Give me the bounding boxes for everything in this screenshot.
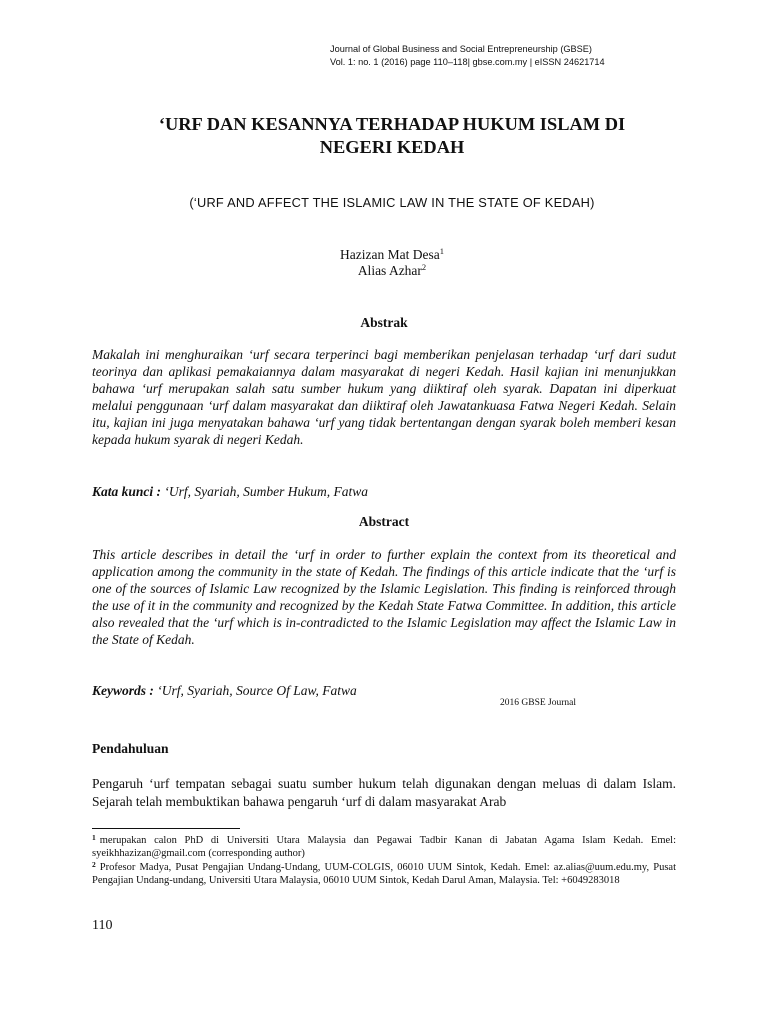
kata-kunci-label: Kata kunci : — [92, 484, 162, 499]
footnote-divider — [92, 828, 240, 829]
journal-header — [330, 43, 730, 68]
abstrak-heading: Abstrak — [360, 315, 408, 330]
journal-copyright-note: 2016 GBSE Journal — [500, 698, 576, 708]
author — [200, 263, 584, 279]
footnote-text: Profesor Madya, Pusat Pengajian Undang-Undang, UUM-COLGIS, 06010 UUM Sintok, Kedah. Emel: az.alias@uum.edu.my, Pusat Pengajian Undang-undang, Universiti Utara Malaysia, 06010 UUM Sintok, Kedah Darul Aman, Malaysia. Tel: +6049283018 — [92, 861, 676, 886]
abstract-heading: Abstract — [358, 514, 410, 529]
section-heading-pendahuluan: Pendahuluan — [92, 741, 169, 756]
author-footnote-mark: 1 — [439, 246, 444, 256]
footnote-mark: 2 — [92, 859, 96, 869]
footnote — [92, 834, 676, 861]
footnote — [92, 861, 676, 888]
kata-kunci-values: ‘Urf, Syariah, Sumber Hukum, Fatwa — [161, 484, 368, 499]
keywords — [92, 682, 676, 699]
kata-kunci — [92, 483, 676, 500]
author — [200, 247, 584, 263]
footnote-mark: 1 — [92, 833, 96, 842]
abstrak-text: Makalah ini menghuraikan ‘urf secara terperinci bagi memberikan penjelasan terhadap ‘urf dari sudut teorinya dan aplikasi pemakaiannya dalam masyarakat di negeri Kedah. Hasil kajian ini menunjukkan bahawa ‘urf merupakan salah satu sumber hukum yang diiktiraf oleh syarak. Dapatan ini diperkuat melalui penggunaan ‘urf dalam masyarakat dan diiktiraf oleh Jawatankuasa Fatwa Negeri Kedah. Selain itu, kajian ini juga menyatakan bahawa ‘urf yang tidak bertentangan dengan syarak boleh memberi kesan kepada hukum syarak di negeri Kedah. — [92, 347, 676, 447]
keywords-values: ‘Urf, Syariah, Source Of Law, Fatwa — [153, 683, 357, 698]
journal-name: Journal of Global Business and Social Entrepreneurship (GBSE) — [330, 44, 592, 54]
author-name: Alias Azhar — [357, 262, 422, 278]
footnote-text: merupakan calon PhD di Universiti Utara Malaysia dan Pegawai Tadbir Kanan di Jabatan Agama Islam Kedah. Emel: syeikhhazizan@gmail.com (corresponding author) — [92, 835, 676, 860]
keywords-label: Keywords : — [92, 683, 154, 698]
paper-title-line-2: NEGERI KEDAH — [319, 137, 465, 157]
paper-subtitle: (‘URF AND AFFECT THE ISLAMIC LAW IN THE STATE OF KEDAH) — [189, 195, 595, 210]
author-name: Hazizan Mat Desa — [340, 247, 440, 262]
author-footnote-mark: 2 — [421, 261, 427, 272]
journal-volume-info: Vol. 1: no. 1 (2016) page 110–118| gbse.com.my | eISSN 24621714 — [330, 56, 605, 67]
author-list — [200, 247, 584, 278]
page-number: 110 — [92, 918, 113, 933]
footnotes — [92, 834, 676, 887]
paper-title — [92, 113, 692, 159]
paper-title-line-1: ‘URF DAN KESANNYA TERHADAP HUKUM ISLAM DI — [158, 114, 626, 134]
introduction-text: Pengaruh ‘urf tempatan sebagai suatu sumber hukum telah digunakan dengan meluas di dalam Islam. Sejarah telah membuktikan bahawa pengaruh ‘urf di dalam masyarakat Arab — [92, 776, 676, 809]
abstract-text: This article describes in detail the ‘urf in order to further explain the context from its theoretical and application among the community in the state of Kedah. The findings of this article indicate that the ‘urf is one of the sources of Islamic Law recognized by the Islamic Legislation. This finding is reinforced through the use of it in the community and recognized by the Kedah State Fatwa Committee. In addition, this article also revealed that the ‘urf which is in-contradicted to the Islamic Legislation may affect the Islamic Law in the State of Kedah. — [92, 547, 676, 647]
